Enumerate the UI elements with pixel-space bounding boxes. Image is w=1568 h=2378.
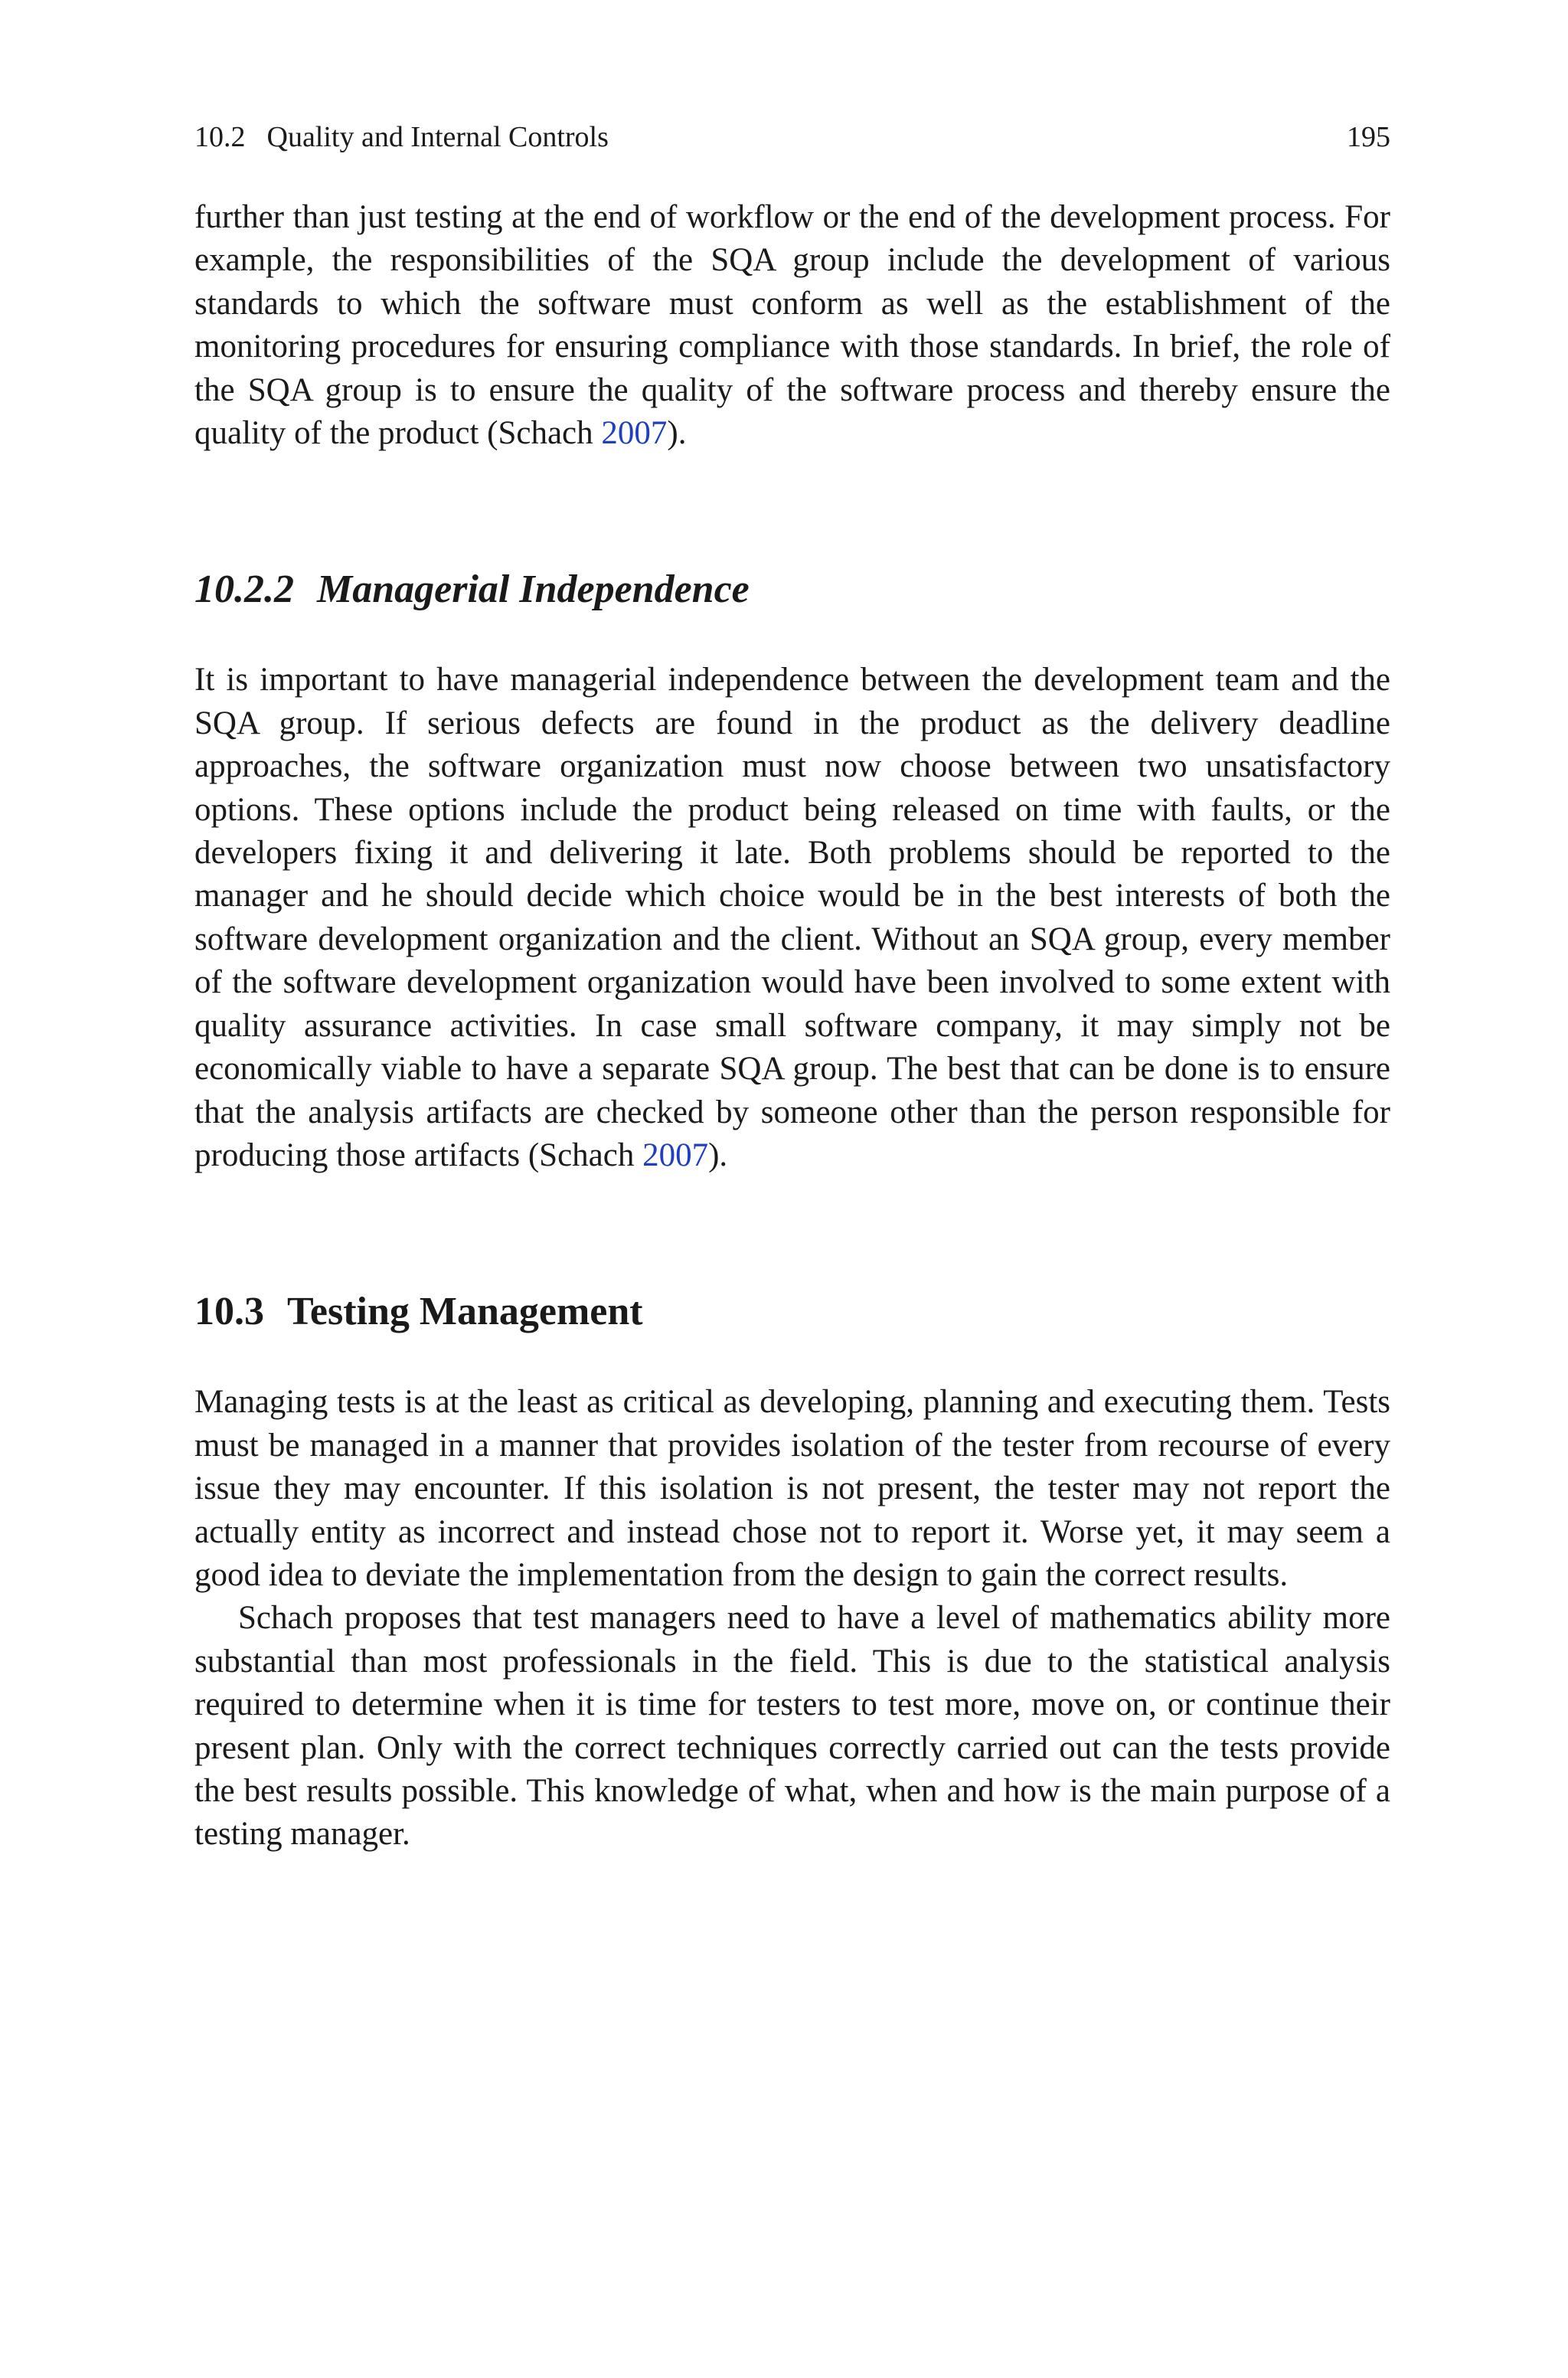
running-header-section — [194, 123, 609, 152]
running-header-section-number: 10.2 — [194, 121, 246, 153]
paragraph-test-managers: Schach proposes that test managers need to have a level of mathematics ability more substantial than most professionals in the field. This is due to the statistical analysis required to determine when it is time for testers to test more, move on, or continue their present plan. Only with the correct techniques correctly carried out can the tests provide the best results possible. This knowledge of what, when and how is the main purpose of a testing manager. — [194, 1600, 1390, 1853]
paragraph-sqa-role — [194, 196, 1390, 455]
paragraph-text: further than just testing at the end of workflow or the end of the development process. For example, the responsibilities of the SQA group include the development of various standards to which the software must conform as well as the establishment of the monitoring procedures for ensuring compliance with those standards. In brief, the role of the SQA group is to ensure the quality of the software process and thereby ensure the quality of the product (Schach — [194, 199, 1390, 452]
section-heading-number: 10.2.2 — [194, 568, 294, 612]
section-heading-testing-management — [194, 1292, 1390, 1332]
paragraph-text-end: ). — [708, 1137, 728, 1173]
paragraph-text: It is important to have managerial independence between the development team and the SQA group. If serious defects are found in the product as the delivery deadline approaches, the software organization must now choose between two unsatisfactory options. These options include the product being released on time with faults, or the developers fixing it and delivering it late. Both problems should be reported to the manager and he should decide which choice would be in the best interests of both the software development organization and the client. Without an SQA group, every member of the software development organization would have been involved to some extent with quality assurance activities. In case small software company, it may simply not be economically viable to have a separate SQA group. The best that can be done is to ensure that the analysis artifacts are checked by someone other than the person responsible for producing those artifacts (Schach — [194, 662, 1390, 1173]
citation-link-schach-2007[interactable]: 2007 — [642, 1137, 709, 1173]
citation-link-schach-2007[interactable]: 2007 — [601, 415, 668, 452]
running-header — [194, 123, 1390, 152]
section-heading-title: Managerial Independence — [317, 568, 750, 612]
section-heading-managerial-independence — [194, 570, 1390, 610]
book-page — [194, 123, 1390, 1856]
paragraph-managing-tests: Managing tests is at the least as critical as developing, planning and executing them. Tests must be managed in a manner that provides isolation of the tester from recourse of every issue they may encounter. If this isolation is not present, the tester may not report the actually entity as incorrect and instead chose not to report it. Worse yet, it may seem a good idea to deviate the implementation from the design to gain the correct results. — [194, 1384, 1390, 1593]
section-heading-number: 10.3 — [194, 1290, 264, 1334]
section-heading-title: Testing Management — [287, 1290, 643, 1334]
running-header-section-title: Quality and Internal Controls — [266, 121, 609, 153]
paragraph-text-end: ). — [667, 415, 687, 452]
page-number: 195 — [1347, 121, 1390, 153]
paragraph-managerial-independence — [194, 659, 1390, 1177]
